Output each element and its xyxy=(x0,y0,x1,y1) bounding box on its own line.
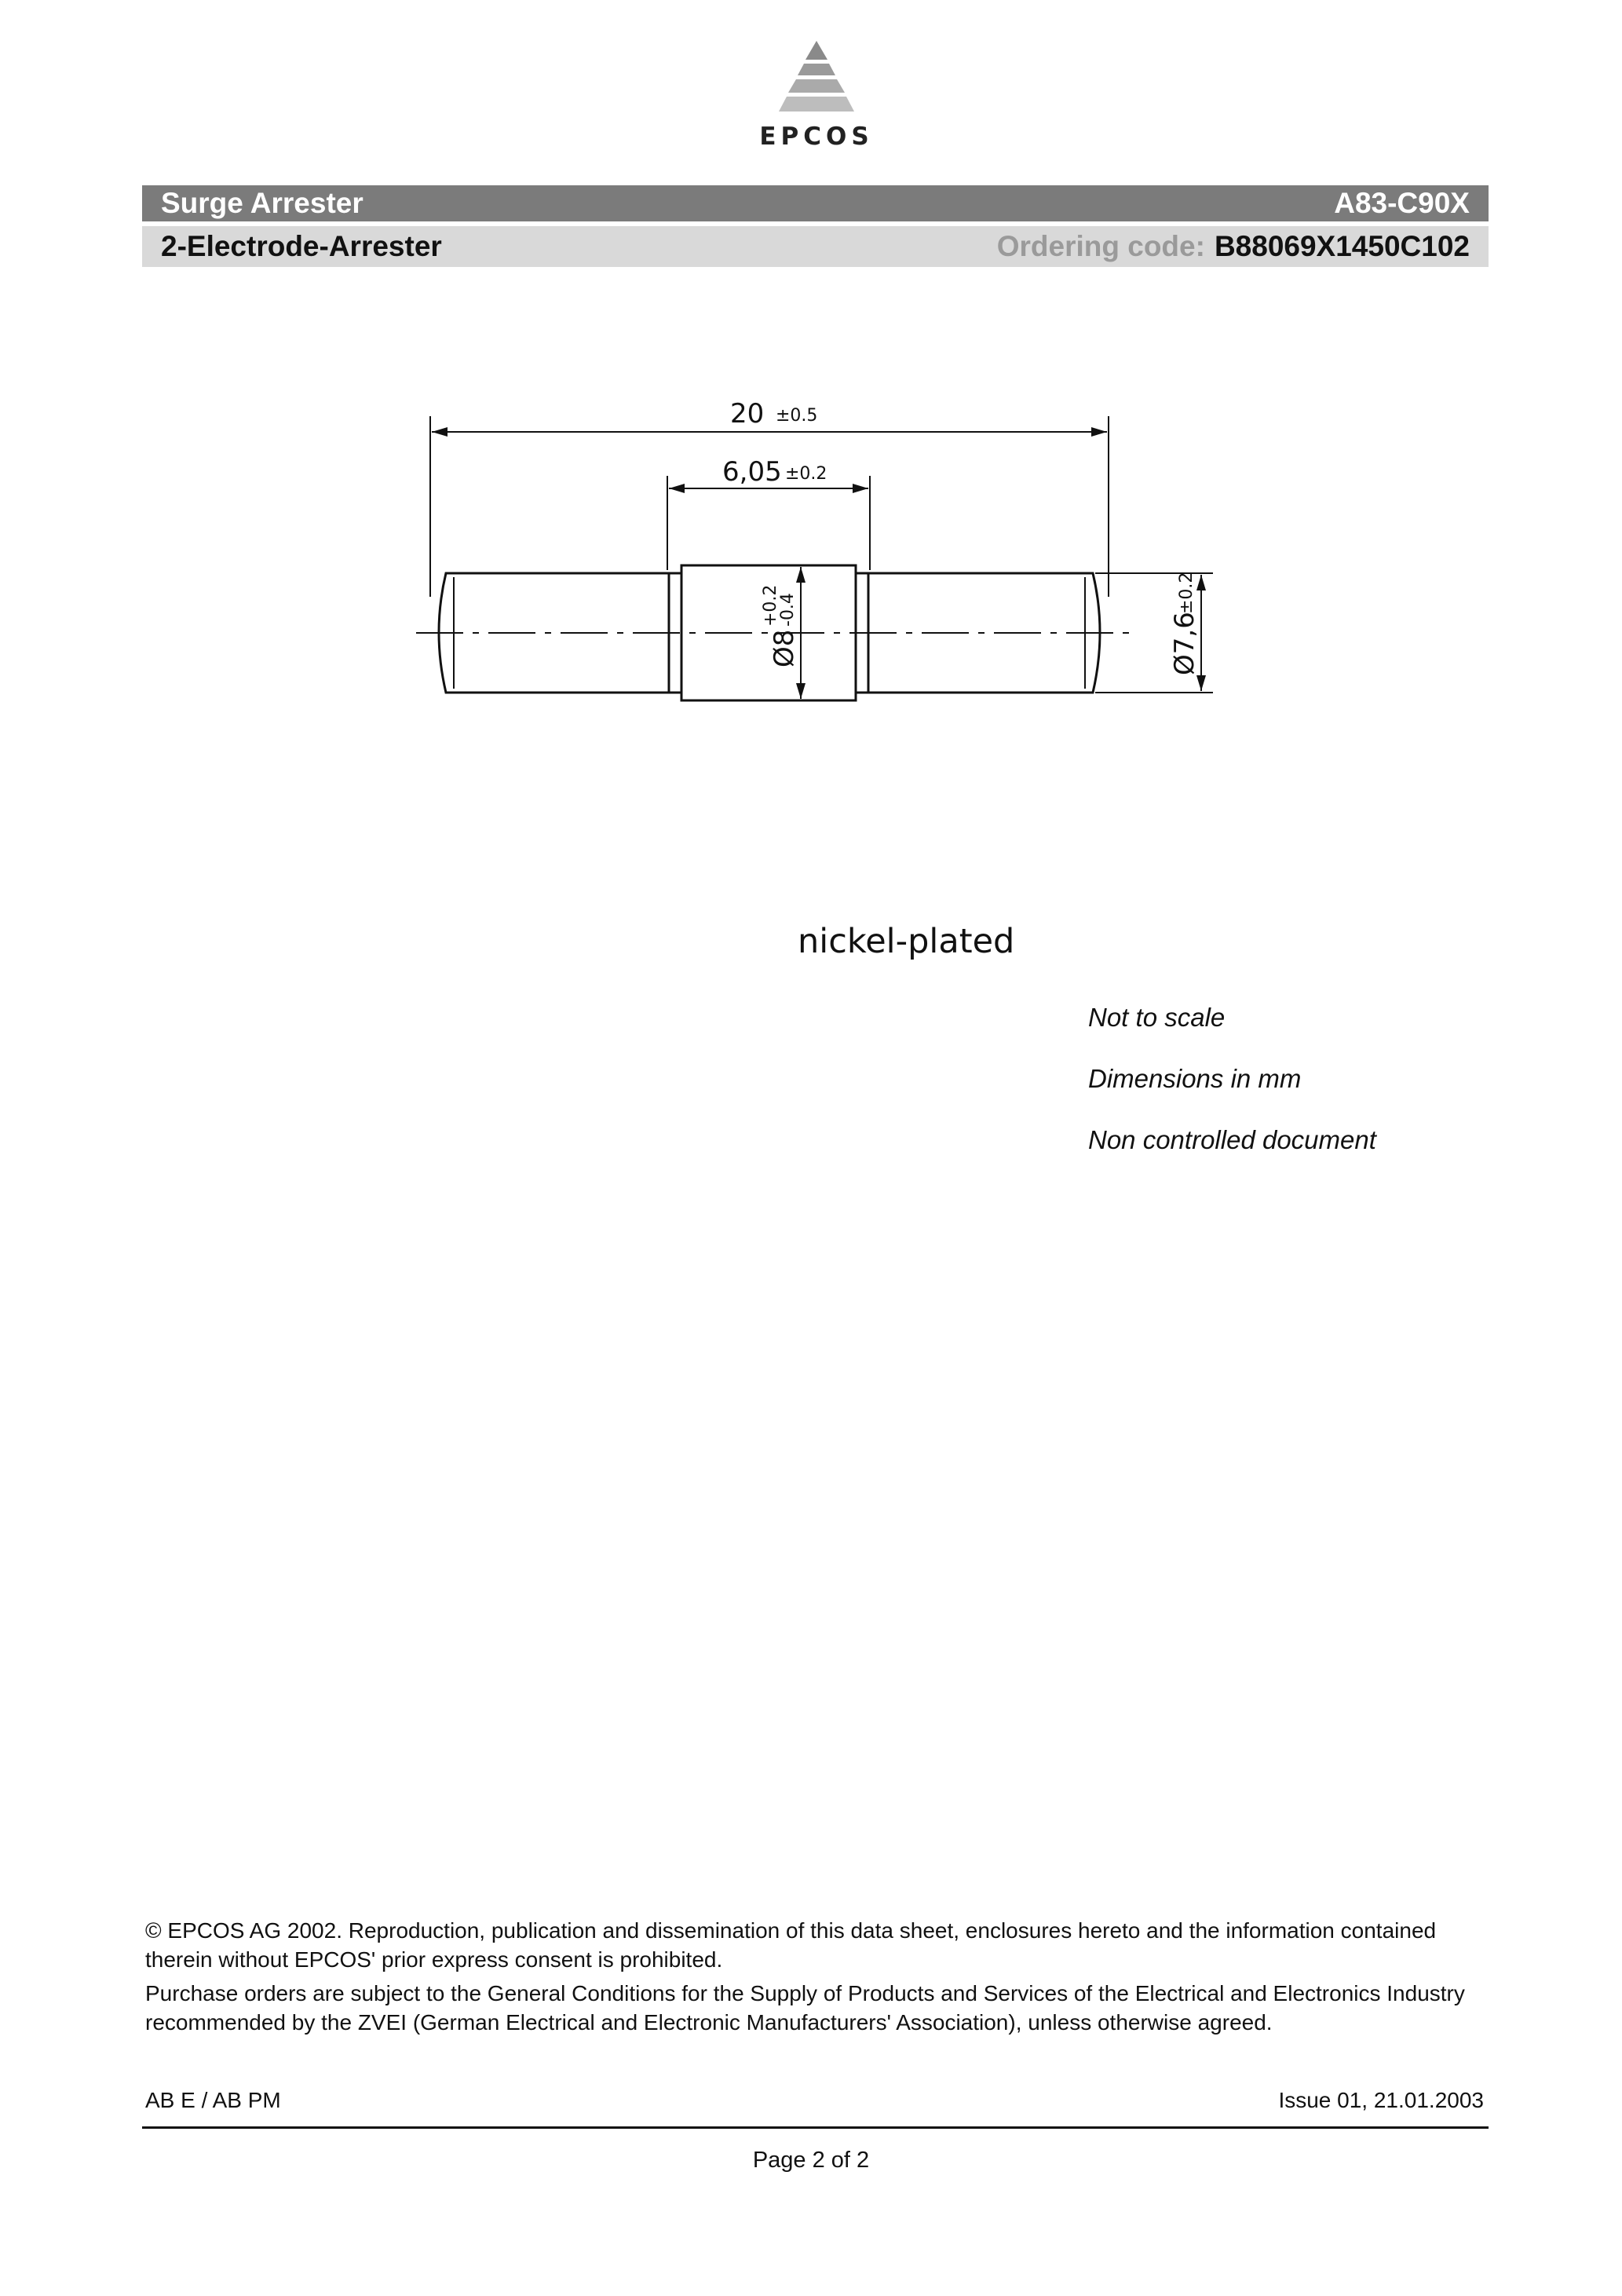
note-document-status: Non controlled document xyxy=(1088,1125,1376,1154)
center-diameter-value: Ø8 xyxy=(769,629,800,667)
footer-divider xyxy=(142,2126,1489,2129)
ordering-code-value: B88069X1450C102 xyxy=(1214,230,1470,262)
ordering-code-label: Ordering code: xyxy=(996,230,1205,262)
end-diameter-value: Ø7,6 xyxy=(1169,612,1200,675)
note-scale: Not to scale xyxy=(1088,1003,1226,1032)
page-number: Page 2 of 2 xyxy=(752,2148,870,2173)
ordering-code-row xyxy=(997,226,1470,267)
note-units: Dimensions in mm xyxy=(1088,1064,1302,1093)
title-bar xyxy=(142,185,1489,221)
center-width-tolerance: ±0.2 xyxy=(785,464,827,484)
product-code: A83-C90X xyxy=(1334,187,1470,219)
end-diameter-tolerance: ±0.2 xyxy=(1177,572,1196,614)
subtitle-bar xyxy=(142,226,1489,267)
dimension-drawing xyxy=(393,385,1256,872)
legal-notice xyxy=(145,1916,1496,2042)
issue-date: Issue 01, 21.01.2003 xyxy=(1278,2088,1484,2112)
drawing-notes xyxy=(1088,1000,1376,1184)
logo-wordmark: EPCOS xyxy=(759,122,874,151)
center-diameter-tol-upper: +0.2 xyxy=(761,584,780,627)
terms-text: Purchase orders are subject to the General Conditions for the Supply of Products and Services of the Electrical and Electronics Industry recommended by the ZVEI (German Electrical and Electronic Manufacturers' Association), unless otherwise agreed. xyxy=(145,1981,1465,2035)
epcos-logo xyxy=(754,38,879,155)
product-subtype: 2-Electrode-Arrester xyxy=(161,230,442,262)
arrester-drawing-svg xyxy=(393,385,1256,872)
center-diameter-tol-lower: -0.4 xyxy=(778,593,798,627)
epcos-logo-icon xyxy=(754,38,879,124)
copyright-text: © EPCOS AG 2002. Reproduction, publication and dissemination of this data sheet, enclosures hereto and the information contained therein without EPCOS' prior express consent is prohibited. xyxy=(145,1918,1437,1972)
length-value: 20 xyxy=(730,398,765,430)
center-width-value: 6,05 xyxy=(722,456,782,488)
product-type: Surge Arrester xyxy=(161,187,363,219)
finish-label: nickel-plated xyxy=(798,922,1015,961)
department-code: AB E / AB PM xyxy=(145,2088,281,2112)
length-tolerance: ±0.5 xyxy=(776,406,818,426)
